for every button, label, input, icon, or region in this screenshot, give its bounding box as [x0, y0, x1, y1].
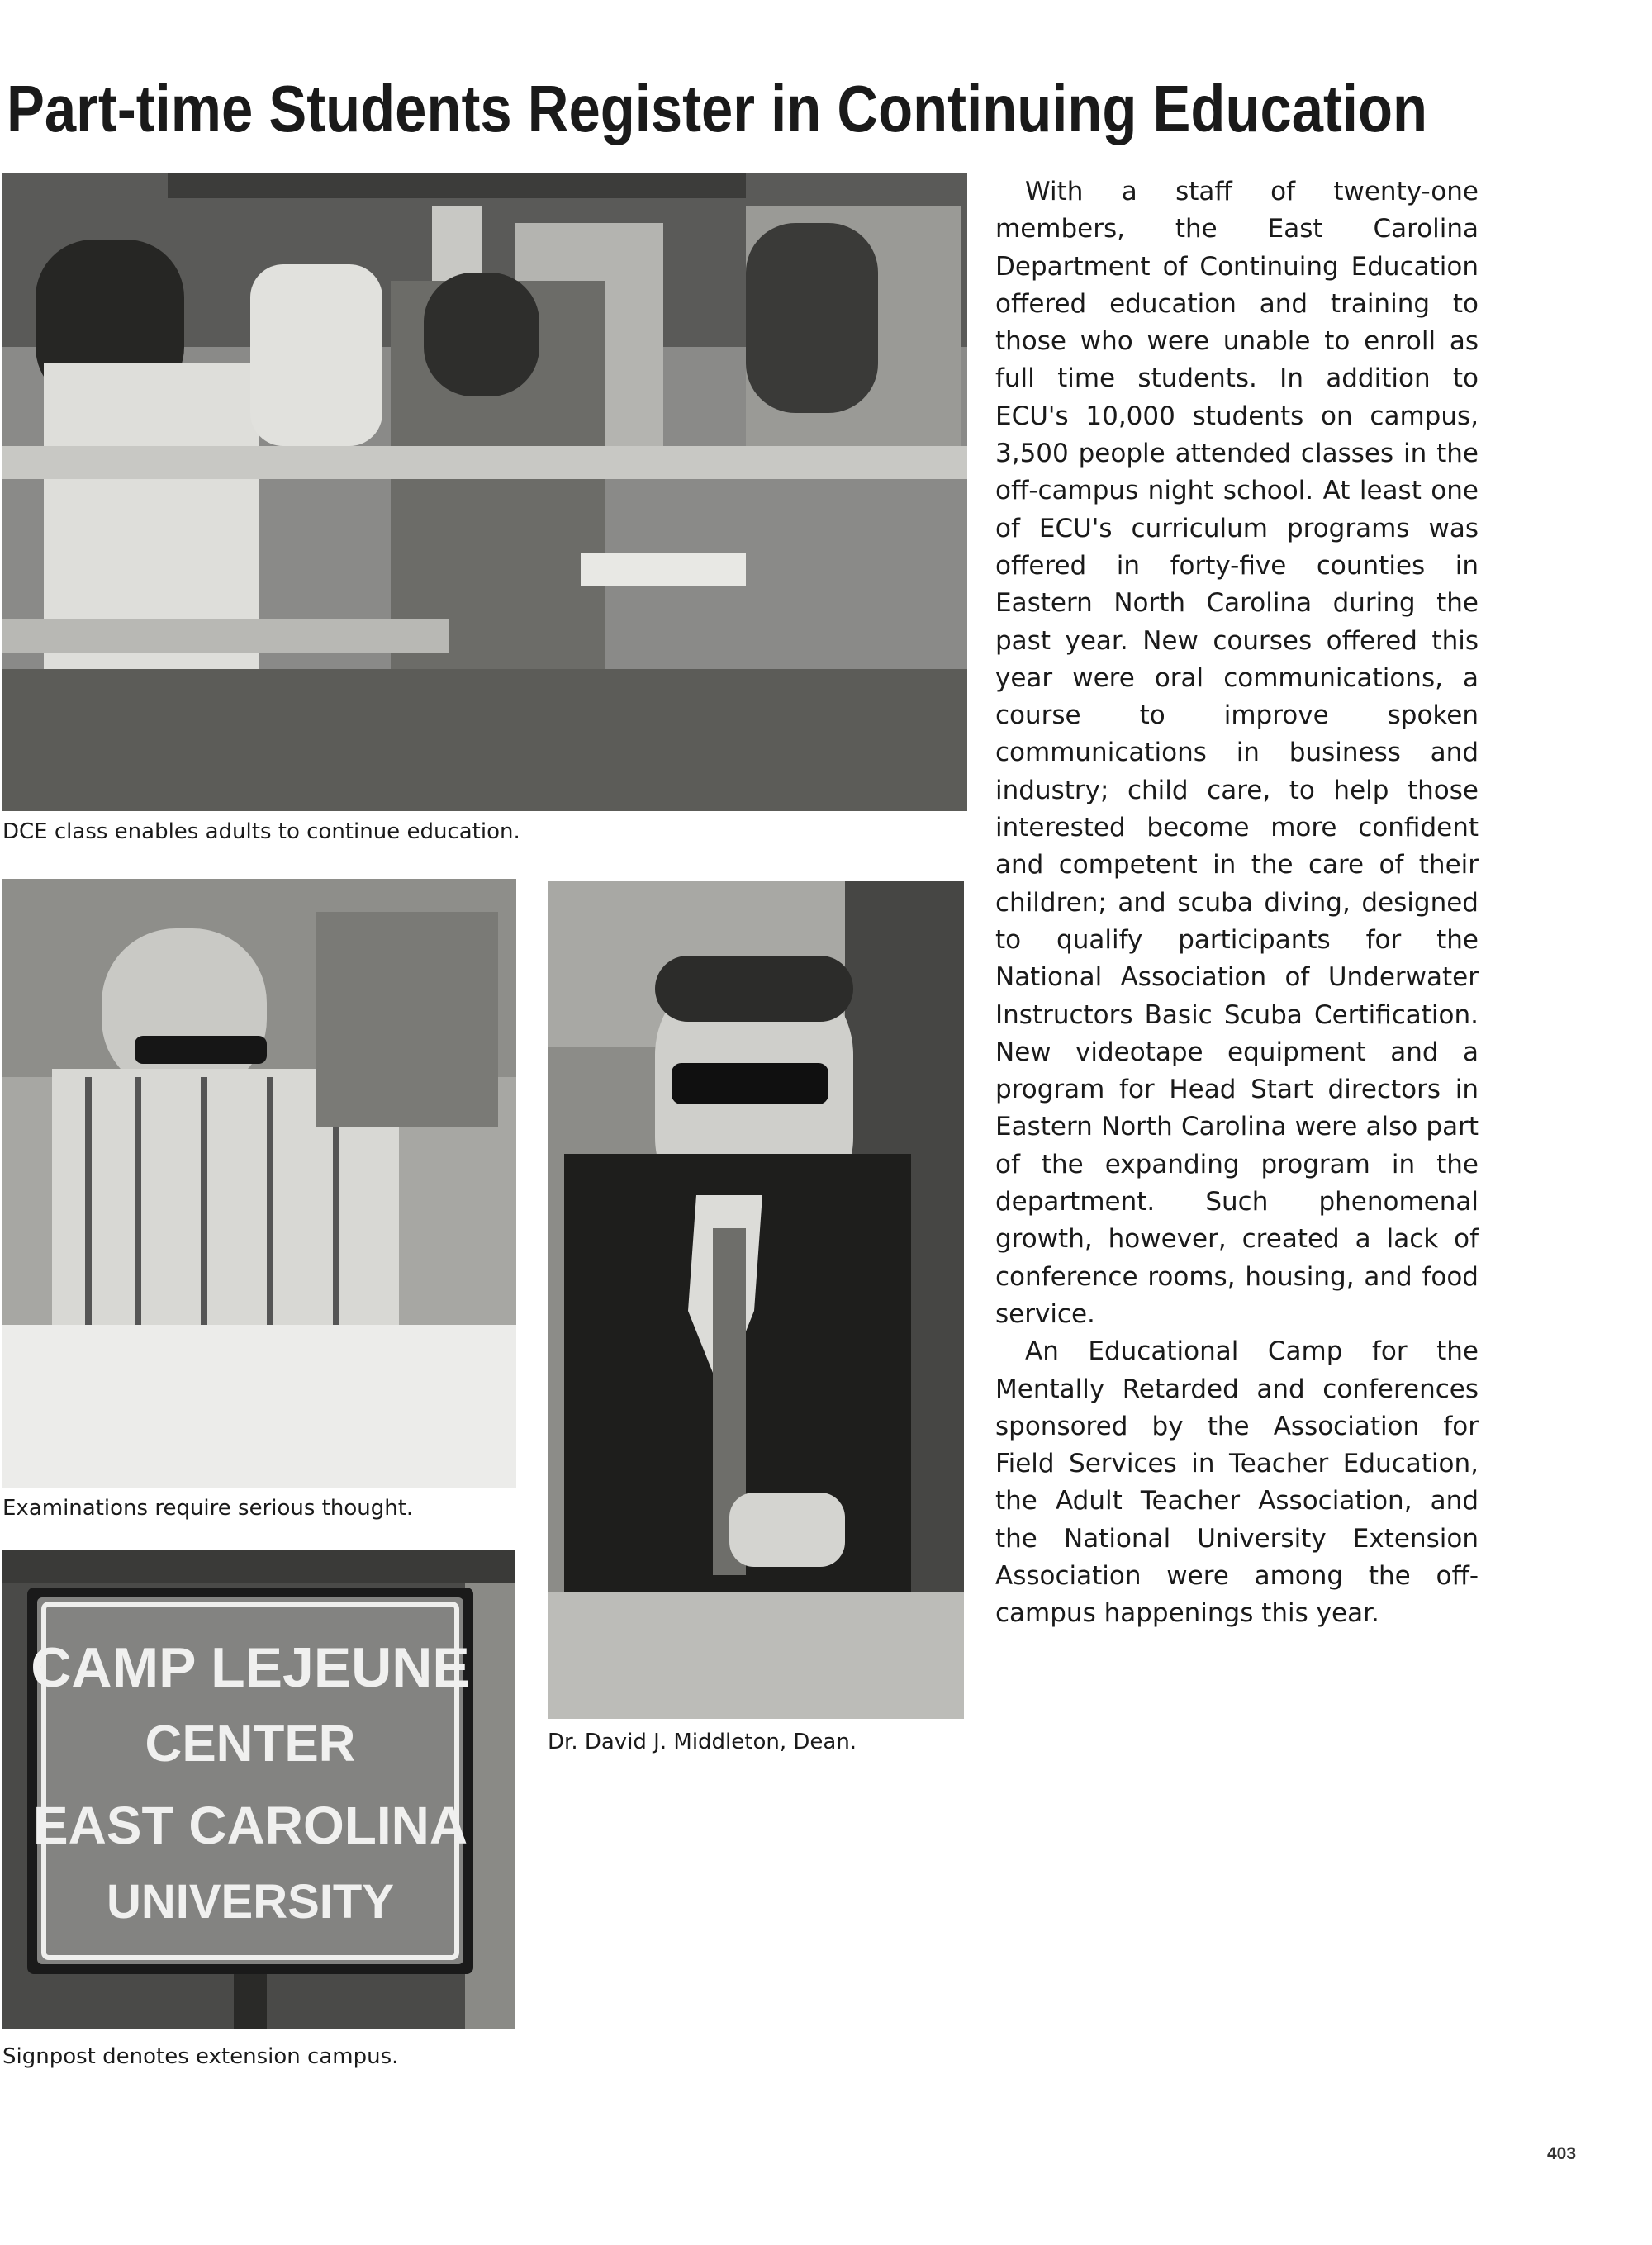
- dean-caption: Dr. David J. Middleton, Dean.: [548, 1730, 857, 1754]
- classroom-photo: [2, 173, 967, 811]
- page-number: 403: [1547, 2144, 1577, 2163]
- sign-line-2: CENTER: [145, 1716, 356, 1773]
- sign-line-1: CAMP LEJEUNE: [31, 1636, 470, 1699]
- sign-line-3: EAST CAROLINA: [32, 1796, 468, 1855]
- signpost-caption: Signpost denotes extension campus.: [2, 2044, 399, 2069]
- article-paragraph: With a staff of twenty-one members, the East Carolina Department of Continuing Education offered education and training to those who were unable to enroll as full time students. In addition to ECU's 10,000 students on campus, 3,500 people attended classes in the off-campus night school. At least one of ECU's curriculum programs was offered in forty-five counties in Eastern North Carolina during the past year. New courses offered this year were oral communications, a course to improve spoken communications in business and industry; child care, to help those interested become more confident and competent in the care of their children; and scuba diving, designed to qualify participants for the National Association of Underwater Instructors Basic Scuba Certification. New videotape equipment and a program for Head Start directors in Eastern North Carolina were also part of the expanding program in the department. Such phenomenal growth, however, created a lack of conference rooms, housing, and food service.: [995, 177, 1479, 1329]
- article-paragraph: An Educational Camp for the Mentally Retarded and conferences sponsored by the Association for Field Services in Teacher Education, the Adult Teacher Association, and the National University Extension Association were among the off-campus happenings this year.: [995, 1336, 1479, 1629]
- sign-line-4: UNIVERSITY: [106, 1875, 395, 1929]
- page-title: Part-time Students Register in Continuing Education: [7, 72, 1428, 145]
- classroom-caption: DCE class enables adults to continue education.: [2, 819, 520, 844]
- examination-photo: [2, 879, 516, 1488]
- examination-caption: Examinations require serious thought.: [2, 1496, 414, 1521]
- signpost-photo: [2, 1550, 515, 2029]
- article-body: [995, 173, 1479, 1633]
- dean-photo: [548, 881, 964, 1719]
